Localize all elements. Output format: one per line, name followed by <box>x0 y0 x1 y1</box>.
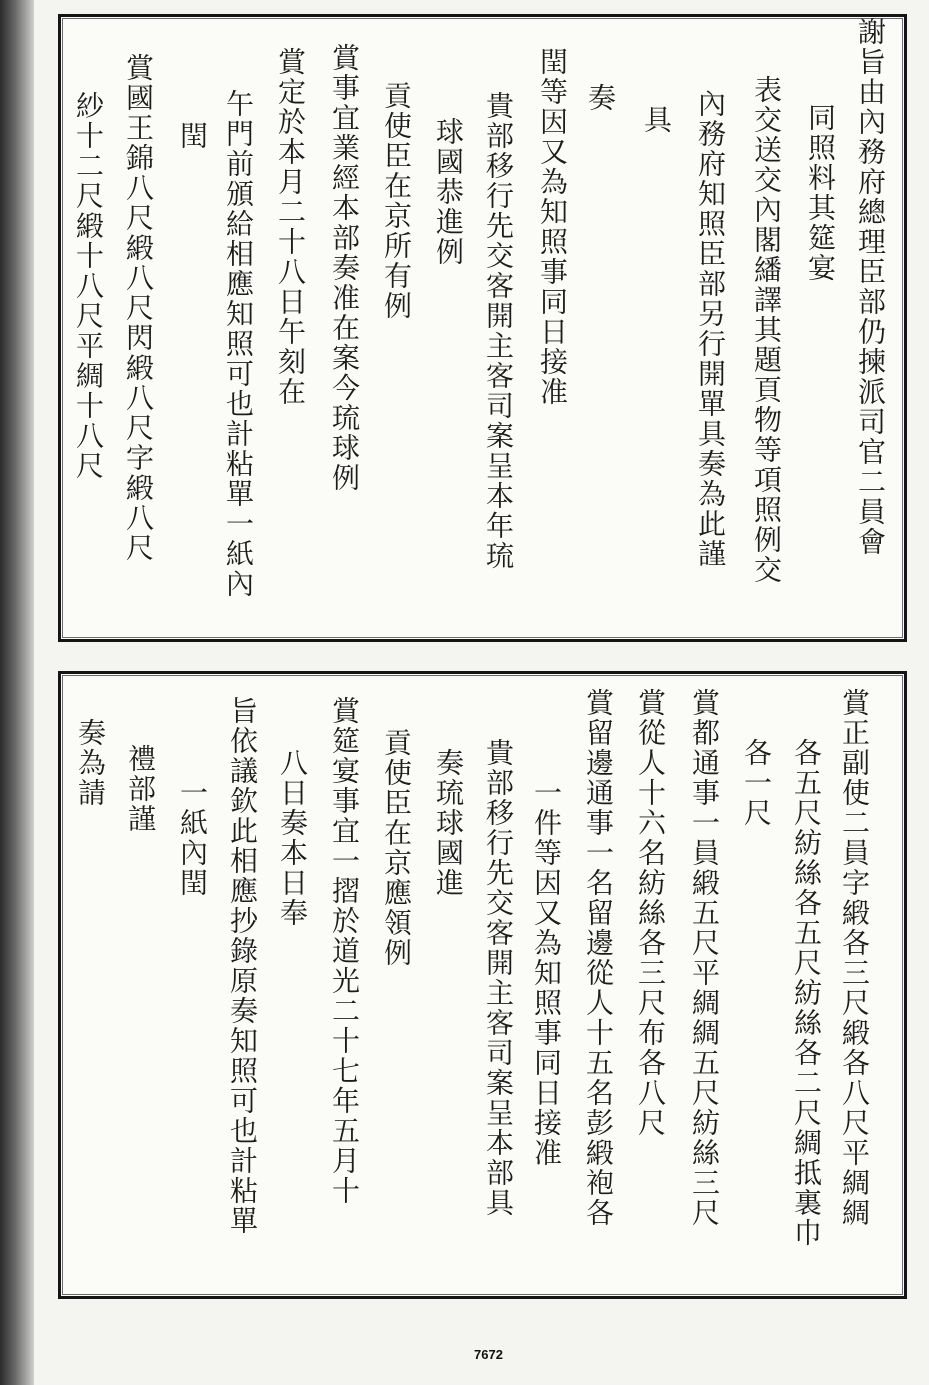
text-column: 球國恭進例 <box>432 117 465 267</box>
book-binding-shadow <box>0 0 34 1385</box>
text-column: 八日奏本日奉 <box>276 748 309 928</box>
text-column: 賞留邊通事一名留邊從人十五名彭緞袍各 <box>582 688 615 1228</box>
text-column: 旨依議欽此相應抄錄原奏知照可也計粘單 <box>226 696 259 1236</box>
text-column: 賞正副使二員字緞各三尺緞各八尺平綢綢 <box>838 688 871 1228</box>
text-column: 一紙內閏 <box>176 778 209 898</box>
lower-text-panel <box>58 671 907 1299</box>
text-column: 賞事宜業經本部奏准在案今琉球例 <box>328 43 361 493</box>
text-column: 賞都通事一員緞五尺平綢綢五尺紡絲三尺 <box>688 688 721 1228</box>
text-column: 內務府知照臣部另行開單具奏為此謹 <box>694 89 727 569</box>
text-column: 謝旨由內務府總理臣部仍揀派司官二員會 <box>854 17 887 557</box>
text-column: 各五尺紡絲各五尺紡絲各二尺綢抵裏巾 <box>790 738 823 1248</box>
text-column: 奏琉球國進 <box>432 748 465 898</box>
text-column: 各一尺 <box>740 738 773 828</box>
text-column: 紗十二尺緞十八尺平綢十八尺 <box>72 91 105 481</box>
text-column: 賞從人十六名紡絲各三尺布各八尺 <box>634 688 667 1138</box>
document-page <box>34 0 929 1385</box>
text-column: 奏 <box>584 83 617 113</box>
text-column: 同照料其筵宴 <box>804 103 837 283</box>
text-column: 一件等因又為知照事同日接准 <box>530 778 563 1168</box>
text-column: 賞國王錦八尺緞八尺閃緞八尺字緞八尺 <box>122 53 155 563</box>
text-column: 貴部移行先交客開主客司案呈本部具 <box>482 738 515 1218</box>
text-column: 閏 <box>176 121 209 151</box>
text-column: 閏等因又為知照事同日接准 <box>536 47 569 407</box>
text-column: 奏為請 <box>74 718 107 808</box>
text-column: 禮部謹 <box>124 744 157 834</box>
text-column: 貢使臣在京應領例 <box>380 728 413 968</box>
text-column: 貴部移行先交客開主客司案呈本年琉 <box>482 91 515 571</box>
text-column: 賞定於本月二十八日午刻在 <box>274 47 307 407</box>
text-column: 貢使臣在京所有例 <box>380 81 413 321</box>
page-number: 7672 <box>474 1347 503 1362</box>
text-column: 賞筵宴事宜一摺於道光二十七年五月十 <box>328 696 361 1206</box>
upper-text-panel <box>58 14 907 642</box>
text-column: 午門前頒給相應知照可也計粘單一紙內 <box>222 89 255 599</box>
text-column: 表交送交內閣繙譯其題頁物等項照例交 <box>750 75 783 585</box>
text-column: 具 <box>640 105 673 135</box>
